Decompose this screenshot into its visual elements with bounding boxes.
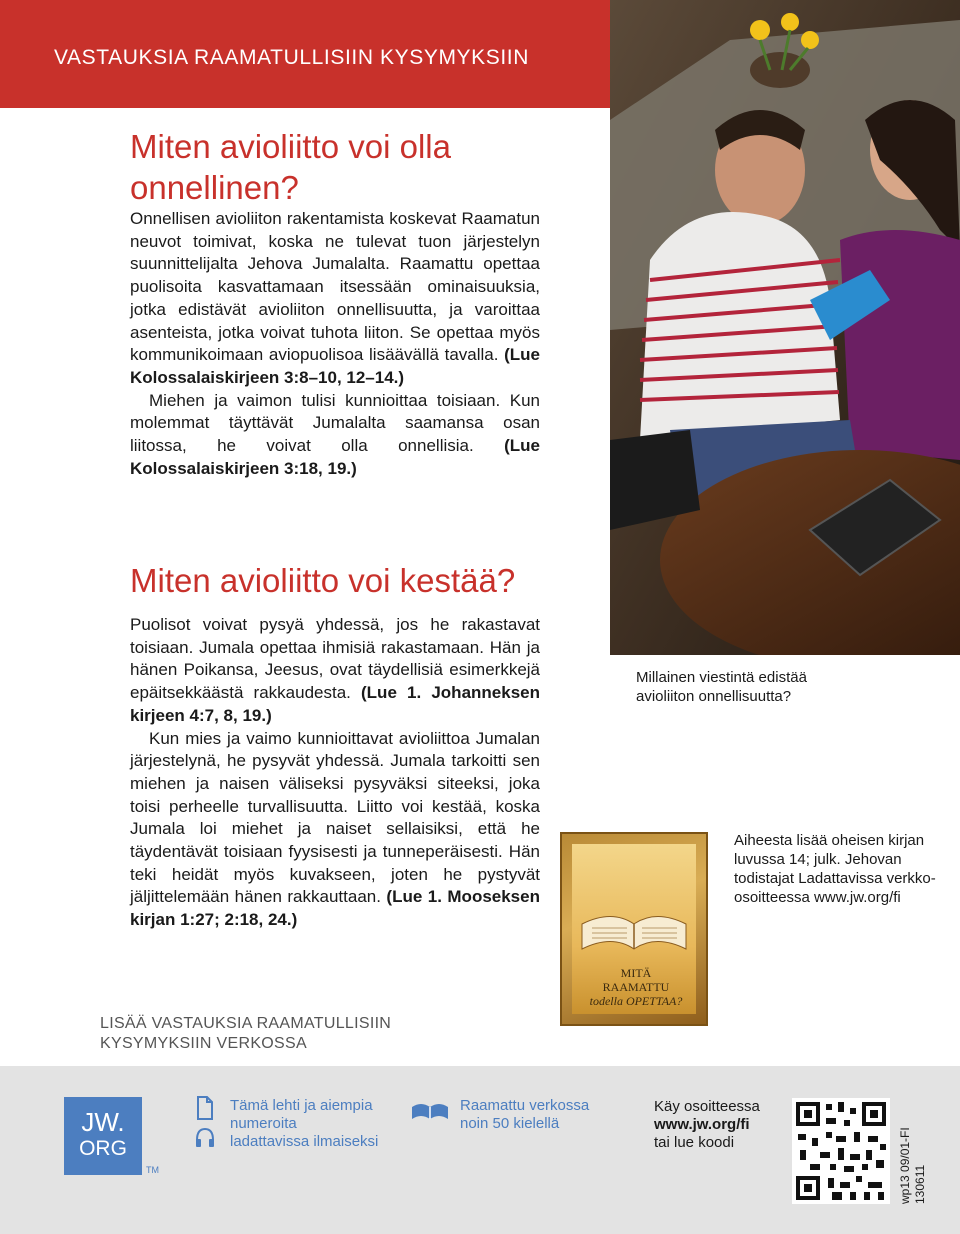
book-caption: Aiheesta lisää oheisen kirjan luvussa 14; julk. Jehovan todistajat Ladattavissa verkko-osoitteessa www.jw.org/fi xyxy=(734,832,936,906)
document-icon xyxy=(196,1096,214,1120)
section2-paragraph-2: Kun mies ja vaimo kunnioittavat avioliittoa Jumalan järjestelynä, he pysyvät yhdessä. Jumala tarkoitti sen miehen ja naisen väliseksi pysyväksi siteeksi, joka toisi perheelle turvallisuutta. Liitto voi kestää, koska Jumala loi miehet ja naiset sellaisiksi, että he täydentävät toisiaan fyysisesti ja tunneperäisesti. Hän teki heidät myös kuvakseen, joten he pystyvät jäljittelemään hänen rakkauttaan. (Lue 1. Mooseksen kirjan 1:27; 2:18, 24.) xyxy=(130,728,540,930)
scripture-ref: (Lue 1. Mooseksen kirjan 1:27; 2:18, 24.) xyxy=(130,887,540,930)
section1-body xyxy=(130,208,540,480)
book-title: MITÄ RAAMATTU todella OPETTAA? xyxy=(589,966,683,1008)
heading-happy-marriage: Miten avioliitto voi olla onnellinen? xyxy=(130,128,451,206)
section1-paragraph-2: Miehen ja vaimon tulisi kunnioittaa toisiaan. Kun molemmat täyttävät Jumalalta saamansa osan liitossa, he voivat olla onnellisia. (Lue Kolossalaiskirjeen 3:18, 19.) xyxy=(130,390,540,478)
banner xyxy=(0,0,610,108)
section1-paragraph-1: Onnellisen avioliiton rakentamista koskevat Raamatun neuvot toimivat, koska ne tulevat tuon järjestelyn suunnittelijalta Jehova Jumalalta. Raamattu opettaa puolisoita kasvattamaan itsessään ominaisuuksia, jotka edistävät avioliiton onnellisuutta, ja varoittaa asenteista, jotka voivat tuhota liiton. Se opettaa myös kommunikoimaan aviopuolisoa lisäävällä tavalla. (Lue Kolossalaiskirjeen 3:8–10, 12–14.) xyxy=(130,209,540,387)
scripture-ref: (Lue 1. Johanneksen kirjeen 4:7, 8, 19.) xyxy=(130,683,540,725)
headphones-icon xyxy=(194,1126,216,1148)
more-answers-heading: LISÄÄ VASTAUKSIA RAAMATULLISIIN KYSYMYKSIIN VERKOSSA xyxy=(100,1015,392,1052)
book-cover[interactable] xyxy=(560,832,708,1026)
visit-website-text: Käy osoitteessa www.jw.org/fi tai lue koodi xyxy=(654,1098,794,1152)
website-link[interactable]: www.jw.org/fi xyxy=(654,1116,750,1133)
banner-title: VASTAUKSIA RAAMATULLISIIN KYSYMYKSIIN xyxy=(54,46,529,69)
section2-body xyxy=(130,614,540,932)
open-bible-image xyxy=(572,854,696,964)
magazine-download-text[interactable]: Tämä lehti ja aiempia numeroita ladattavissa ilmaiseksi xyxy=(230,1097,379,1150)
qr-code-icon[interactable] xyxy=(792,1098,890,1204)
couple-photo xyxy=(610,0,960,655)
heading-lasting-marriage: Miten avioliitto voi kestää? xyxy=(130,562,516,599)
open-bible-icon xyxy=(410,1097,450,1123)
photo-caption: Millainen viestintä edistää avioliiton onnellisuutta? xyxy=(636,669,807,705)
online-bible-text[interactable]: Raamattu verkossa noin 50 kielellä xyxy=(460,1097,590,1132)
jw-org-logo[interactable]: JW. ORG xyxy=(64,1097,142,1175)
scripture-ref: (Lue Kolossalaiskirjeen 3:8–10, 12–14.) xyxy=(130,345,540,387)
scripture-ref: (Lue Kolossalaiskirjeen 3:18, 19.) xyxy=(130,436,540,478)
section2-paragraph-1: Puolisot voivat pysyä yhdessä, jos he rakastavat toisiaan. Jumala opettaa ihmisiä rakastamaan. Hän ja hänen Poikansa, Jeesus, ovat täydellisiä esimerkkejä epäitsekkäästä rakkaudesta. (Lue 1. Johanneksen kirjeen 4:7, 8, 19.) xyxy=(130,615,540,725)
publication-code: wp13 09/01-FI 130611 xyxy=(898,1127,927,1204)
trademark-symbol: TM xyxy=(146,1165,159,1175)
